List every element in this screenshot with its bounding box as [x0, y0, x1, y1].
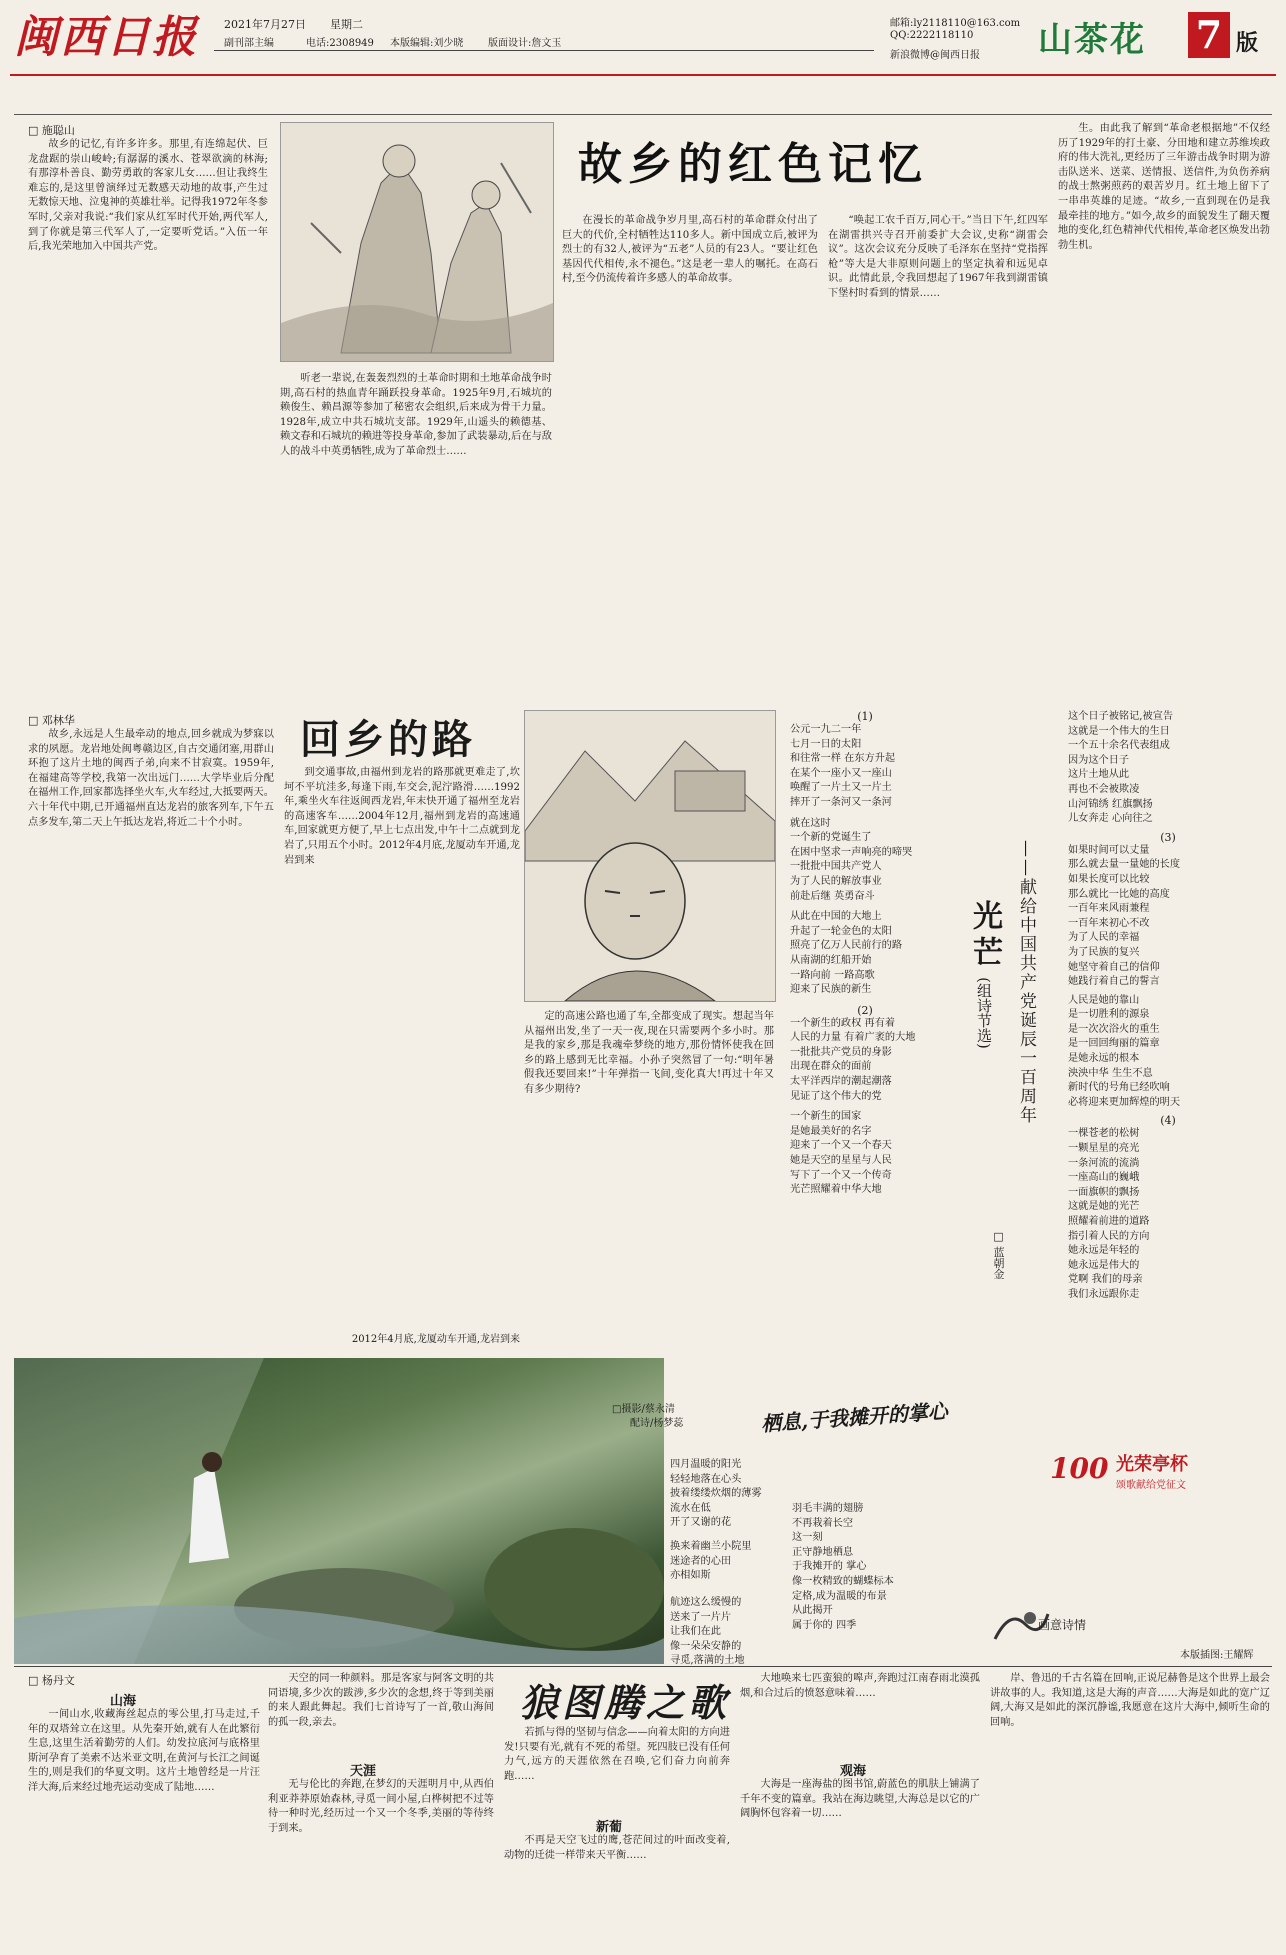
masthead-phone: 电话:2308949 [306, 38, 374, 49]
section-title: 山茶花 [1038, 20, 1146, 60]
article1-col3 [562, 214, 818, 688]
poem-stanza4-head: (4) [1160, 1114, 1176, 1128]
page-unit: 版 [1236, 30, 1259, 56]
article3-sub1: 山海 [110, 1694, 137, 1709]
masthead-email: 邮箱:ly2118110@163.com [890, 18, 1021, 29]
poem-col2 [1068, 710, 1268, 1350]
illustration-caption: 画意诗情 [1038, 1618, 1087, 1632]
article2-col2-text: 到交通事故,由福州到龙岩的路那就更难走了,坎坷不平坑洼多,每逢下雨,车交会,泥泞路滑……1992年,乘坐火车往返闽西龙岩,年末快开通了福州至龙岩的高速客车……2004年12月,福州到龙岩的高速通车,回家就更方便了,早上七点出发,中午十二点就到龙岩了,只用五个小时。2012年4月底,龙厦动车开通,龙岩到来 [284, 767, 520, 866]
article1-illustration [280, 122, 554, 362]
poem-right3: 人民是她的靠山 是一切胜利的源泉 是一次次浴火的重生 是一回回绚丽的篇章 是她永远的根本 泱泱中华 生生不息 新时代的号角已经吹响 必将迎来更加辉煌的明天 [1068, 994, 1181, 1108]
article1-col3-text: 在漫长的革命战争岁月里,高石村的革命群众付出了巨大的代价,全村牺牲达110多人。新中国成立后,被评为烈士的有32人,被评为“五老”人员的有23人。“要让红色基因代代相传,永不褪色。”这是老一辈人的嘱托。在高石村,至今仍流传着许多感人的革命故事。 [562, 215, 818, 285]
poem-subtitle: (组诗节选) [975, 977, 993, 1049]
article3-col1 [28, 1708, 260, 1948]
poem-title-text: 光芒 [967, 900, 1002, 972]
poem-author: □ 蓝朝金 [992, 1230, 1005, 1280]
photo-credit1: □摄影/蔡永清 [612, 1404, 675, 1415]
photo-verse1: 四月温暖的阳光 轻轻地落在心头 披着缕缕炊烟的薄雾 流水在低 开了又谢的花 [670, 1459, 762, 1529]
masthead-duty-editor: 本版编辑:刘少晓 [390, 38, 464, 49]
photo-verse2: 换来着幽兰小院里 迷途者的心田 亦相如斯 [670, 1541, 752, 1582]
illustration-box [990, 1600, 1130, 1650]
article3-author: □ 杨丹文 [28, 1674, 75, 1687]
article1-col5 [1058, 122, 1270, 688]
article3-title: 狼图腾之歌 [520, 1680, 731, 1725]
article3-col3b [504, 1834, 730, 1948]
masthead-logo: 闽西日报 [14, 12, 198, 63]
article3-col3 [504, 1726, 730, 1810]
illustration-credit: 本版插图:王耀辉 [1180, 1650, 1254, 1661]
masthead-date: 2021年7月27日 [224, 18, 306, 31]
masthead-qq: QQ:2222118110 [890, 30, 974, 41]
article1-col4 [828, 214, 1048, 688]
article2-illustration [524, 710, 776, 1002]
poem-stanza3-head: (3) [1160, 830, 1176, 844]
masthead-designer: 版面设计:詹文玉 [488, 38, 562, 49]
article3-col2-text: 天空的同一种颜料。那是客家与阿客文明的共同语境,多少次的跋涉,多少次的念想,终于等到美丽的来人跟此舞起。我们七首诗写了一首,敬山海间的孤一段,亲去。 [268, 1673, 494, 1728]
badge-number: 100 [1050, 1452, 1109, 1485]
article1-col4-text: “唤起工农千百万,同心干。”当日下午,红四军在湖雷拱兴寺召开前委扩大会议,史称“湖雷会议”。这次会议充分反映了毛泽东在坚持“党指挥枪”等大是大非原则问题上的坚定执着和远见卓识。此情此景,令我回想起了1967年我到湖雷镇下堡村时看到的情景…… [828, 215, 1048, 299]
article2-col3 [524, 1010, 774, 1326]
photo-credit2: 配诗/杨梦蕊 [630, 1418, 684, 1429]
article3-col4b-text: 大海是一座海盐的图书馆,蔚蓝色的肌肤上铺满了千年不变的篇章。我站在海边眺望,大海总是以它的广阔胸怀包容着一切…… [740, 1779, 980, 1820]
article3-col1-text: 一间山水,收藏海丝起点的零公里,打马走过,千年的双塔耸立在这里。从先秦开始,就有人在此繁衍生息,这里生活着勤劳的人们。幼发拉底河与底格里斯河孕育了美索不达米亚文明,在黄河与长江之间诞生的,则是我们的华夏文明。这片土地曾经是一片汪洋大海,后来经过地壳运动变成了陆地…… [28, 1709, 260, 1793]
article1-col2 [280, 372, 552, 688]
poem-dedication: ——献给中国共产党诞辰一百周年 [1016, 840, 1036, 1125]
page-number-value: 7 [1195, 12, 1223, 57]
article3-sub3: 新葡 [596, 1820, 623, 1835]
forest-photo [14, 1358, 664, 1664]
poem-right2: 如果时间可以丈量 那么就去量一量她的长度 如果长度可以比较 那么就比一比她的高度 一百年来风雨兼程 一百年来初心不改 为了人民的幸福 为了民族的复兴 她坚守着自己的信仰 她践行着自己的誓言 [1068, 844, 1181, 988]
poem-stanza2b: 一个新生的国家 是她最美好的名字 迎来了一个又一个春天 她是天空的星星与人民 写下了一个又一个传奇 光芒照耀着中华大地 [790, 1111, 892, 1196]
article2-col1 [28, 728, 274, 1344]
article2-title: 回乡的路 [300, 716, 476, 763]
badge-subtitle: 颂歌献给党征文 [1116, 1480, 1186, 1491]
photo-verse4: 羽毛丰满的翅膀 不再栽着长空 这一刻 正守静地栖息 于我摊开的 掌心 像一枚精致的蝴蝶标本 定格,成为温暖的布景 从此揭开 属于你的 四季 [792, 1503, 894, 1631]
article3-col4b [740, 1778, 980, 1948]
badge-title: 光荣亭杯 [1116, 1454, 1188, 1475]
poem-stanza1c: 从此在中国的大地上 升起了一轮金色的太阳 照亮了亿万人民前行的路 从南湖的红船开始 一路向前 一路高歌 迎来了民族的新生 [790, 911, 903, 996]
article3-col3-text: 若抓与得的坚韧与信念——向着太阳的方向进发!只要有光,就有不死的希望。死四肢已没有任何力气,远方的天涯依然在召唤,它们奋力向前奔跑…… [504, 1727, 730, 1782]
masthead [10, 8, 1276, 80]
poem-stanza1: 公元一九二一年 七月一日的太阳 和往常一样 在东方升起 在某个一座小又一座山 唤醒了一片土又一片土 摔开了一条河又一条河 [790, 724, 896, 808]
poem-col1 [790, 710, 940, 1350]
article1-title: 故乡的红色记忆 [578, 139, 928, 190]
article1-col2-text: 听老一辈说,在轰轰烈烈的土革命时期和土地革命战争时期,高石村的热血青年踊跃投身革命。1925年9月,石城坑的赖俊生、赖昌源等参加了秘密农会组织,后来成为骨干力量。1928年,成立中共石城坑支部。1929年,山遥头的赖德基、赖文春和石城坑的赖进等投身革命,参加了武装暴动,后在与敌人的战斗中英勇牺牲,成为了革命烈士…… [280, 373, 552, 457]
soldiers-sketch-icon [281, 123, 553, 361]
man-portrait-sketch-icon [525, 711, 775, 1001]
article3-col2 [268, 1672, 494, 1752]
article1-col1 [28, 138, 268, 688]
photo-verse3: 航迹这么缓慢的 送来了一片片 让我们在此 像一朵朵安静的 寻觅,落满的土地 [670, 1597, 745, 1667]
article2-col2 [284, 766, 520, 1326]
photo-verse-title: 栖息,于我摊开的掌心 [760, 1398, 949, 1436]
poem-stanza1-head: (1) [857, 710, 873, 723]
article2-col3-text: 定的高速公路也通了车,全都变成了现实。想起当年从福州出发,坐了一天一夜,现在只需要两个多小时。那是我的家乡,那是我魂牵梦绕的地方,那份情怀使我在回乡的路上感到无比幸福。小孙子突然冒了一句:“明年暑假我还要回来!”十年弹指一飞间,变化真大!再过十年又有多少期待? [524, 1011, 774, 1095]
poem-right4: 一棵苍老的松树 一颗星星的亮光 一条河流的流淌 一座高山的巍峨 一面旗帜的飘扬 这就是她的光芒 照耀着前进的道路 指引着人民的方向 她永远是年轻的 她永远是伟大的 党啊 我们的母亲 我们永远跟你走 [1068, 1128, 1150, 1300]
article3-sub4: 观海 [840, 1764, 867, 1779]
article3-sub2: 天涯 [350, 1764, 377, 1779]
article3-col2b-text: 无与伦比的奔跑,在梦幻的天涯明月中,从西伯利亚莽莽原始森林,寻觅一间小屋,白桦树把不过等待一种时光,经历过一个又一个冬季,美丽的等待终于到来。 [268, 1779, 494, 1834]
article1-col1-text: 故乡的记忆,有许多许多。那里,有连绵起伏、巨龙盘踞的崇山峻岭;有潺潺的溪水、苍翠欲滴的林海;有那淳朴善良、勤劳勇敢的客家儿女……但让我终生难忘的,是这里曾演绎过无数感天动地的故事,产生过无数惊天地、泣鬼神的英雄壮举。记得我1972年冬参军时,父亲对我说:“我们家从红军时代开始,两代军人,到了你就是第三代军人了,一定要听党话。”入伍一年后,我光荣地加入中国共产党。 [28, 139, 268, 253]
poem-stanza1b: 就在这时 一个新的党诞生了 在困中坚求一声响亮的啼哭 一批批中国共产党人 为了人民的解放事业 前赴后继 英勇奋斗 [790, 817, 913, 902]
poem-stanza2-head: (2) [857, 1003, 873, 1017]
article3-col4 [740, 1672, 980, 1756]
poem-stanza2: 一个新生的政权 再有着 人民的力量 有着广袤的大地 一批批共产党员的身影 出现在群众的面前 太平洋西岸的潮起潮落 见证了这个伟大的党 [790, 1017, 916, 1102]
article3-col4-text: 大地唤来七匹蛮狼的嗥声,奔跑过江南春雨北漠孤烟,和合过后的愤怒意味着…… [740, 1673, 980, 1699]
masthead-editor: 副刊部主编 [224, 38, 274, 49]
masthead-wechat: 新浪微博@闽西日报 [890, 50, 980, 61]
article3-col3b-text: 不再是天空飞过的鹰,苍茫间过的叶面改变着,动物的迁徙一样带来天平衡…… [504, 1835, 730, 1861]
column-badge [1050, 1448, 1260, 1498]
article2-col1-text: 故乡,永远是人生最牵动的地点,回乡就成为梦寐以求的夙愿。龙岩地处闽粤赣边区,自古交通闭塞,用群山环抱了这片土地的闽西子弟,向来不甘寂寞。1959年,在福建高等学校,我第一次出远门……大学毕业后分配在福州工作,回家都选择坐火车,火车经过,大抵要两天。六十年代中期,已开通福州直达龙岩的旅客列车,下午五点多发车,第二天上午抵达龙岩,将近二十个小时。 [28, 729, 274, 828]
masthead-weekday: 星期二 [330, 18, 363, 31]
poem-right1: 这个日子被铭记,被宣告 这就是一个伟大的生日 一个五十余名代表组成 因为这个日子 这片土地从此 再也不会被欺凌 山河锦绣 红旗飘扬 儿女奔走 心向往之 [1068, 711, 1174, 825]
article2-author: □ 邓林华 [28, 714, 75, 727]
article2-date: 2012年4月底,龙厦动车开通,龙岩到来 [351, 1334, 520, 1345]
poem-title [962, 900, 1006, 1100]
article3-col5 [990, 1672, 1270, 1948]
stream-photo-icon [14, 1358, 664, 1664]
article1-author: □ 施聪山 [28, 124, 75, 137]
article3-col2b [268, 1778, 494, 1948]
article1-col5-text: 生。由此我了解到“革命老根据地”不仅经历了1929年的打土豪、分田地和建立苏维埃政府的伟大洗礼,更经历了三年游击战争时期为游击队送米、送菜、送情报、送信件,为负伤养病的战士熬粥煎药的艰苦岁月。红土地上留下了一串串英雄的足迹。“故乡,一直到现在仍是我最牵挂的地方。”如今,故乡的面貌发生了翻天覆地的变化,红色精神代代相传,革命老区焕发出勃勃生机。 [1058, 123, 1270, 251]
article3-col5-text: 岸、鲁迅的千古名篇在回响,正说尼赫鲁是这个世界上最会讲故事的人。我知道,这是大海的声音……大海是如此的宽广辽阔,大海又是如此的深沉静谧,我愿意在这片大海中,倾听生命的回响。 [990, 1673, 1270, 1728]
page-number [1188, 12, 1230, 58]
